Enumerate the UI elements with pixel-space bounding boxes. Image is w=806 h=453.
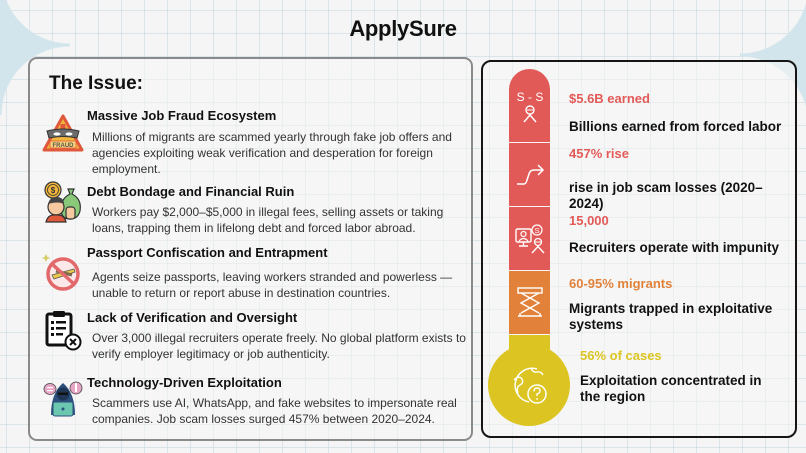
stat-value-rise: 457% rise	[569, 146, 629, 161]
stat-value-earned: $5.6B earned	[569, 91, 650, 106]
issue-title: Debt Bondage and Financial Ruin	[87, 184, 295, 199]
issue-title: Passport Confiscation and Entrapment	[87, 245, 328, 260]
svg-text:$: $	[50, 186, 56, 195]
no-travel-icon	[42, 250, 84, 292]
svg-text:FRAUD: FRAUD	[52, 142, 74, 149]
thermometer-segment	[509, 143, 550, 206]
globe-question-icon	[507, 363, 551, 407]
debt-money-bag-icon	[42, 181, 84, 223]
stats-panel	[481, 60, 797, 438]
money-person-icon	[514, 88, 546, 124]
thermometer-segment	[509, 207, 550, 270]
recruiter-computer-icon	[514, 223, 546, 255]
issue-text: Workers pay $2,000–$5,000 in illegal fees, selling assets or taking loans, trapping them in lifelong debt and forced labor abroad.	[92, 205, 444, 235]
issue-title: Technology-Driven Exploitation	[87, 375, 282, 390]
page-title: ApplySure	[349, 16, 457, 41]
issue-text: Over 3,000 illegal recruiters operate freely. No global platform exists to verify employer legitimacy or job authenticity.	[92, 331, 466, 361]
issue-panel	[28, 57, 473, 441]
thermometer-bulb	[488, 344, 570, 426]
stat-description: Exploitation concentrated in the region	[580, 373, 762, 404]
fraud-warning-icon	[42, 113, 84, 155]
issue-title: Lack of Verification and Oversight	[87, 310, 298, 325]
rising-arrow-icon	[514, 162, 546, 188]
issue-heading: The Issue:	[49, 73, 143, 94]
stat-value-migrants: 60-95% migrants	[569, 276, 673, 291]
issue-text: Scammers use AI, WhatsApp, and fake websites to impersonate real companies. Job scam losses surged 457% between 2020–2024.	[92, 396, 457, 426]
svg-text:S: S	[533, 225, 540, 235]
stat-value-cases: 56% of cases	[580, 348, 662, 363]
stat-description: Billions earned from forced labor	[569, 119, 782, 134]
stat-description: Migrants trapped in exploitative systems	[569, 301, 773, 332]
issue-title: Massive Job Fraud Ecosystem	[87, 108, 277, 123]
issue-text: Agents seize passports, leaving workers stranded and powerless — unable to return or report abuse in destination countries.	[92, 270, 453, 300]
thermometer-segment	[509, 69, 550, 142]
clipboard-rejected-icon	[42, 309, 84, 351]
stat-description: Recruiters operate with impunity	[569, 240, 780, 255]
thermometer-segment	[509, 271, 550, 334]
scissor-lift-icon	[515, 286, 545, 320]
issue-text: Millions of migrants are scammed yearly through fake job offers and agencies exploiting weak verification and desperation for foreign employment.	[92, 130, 452, 176]
svg-text:S - S: S - S	[516, 89, 543, 104]
stat-description: rise in job scam losses (2020–2024)	[569, 180, 763, 211]
stat-value-recruiters: 15,000	[569, 213, 609, 228]
hacker-laptop-icon	[42, 377, 84, 419]
